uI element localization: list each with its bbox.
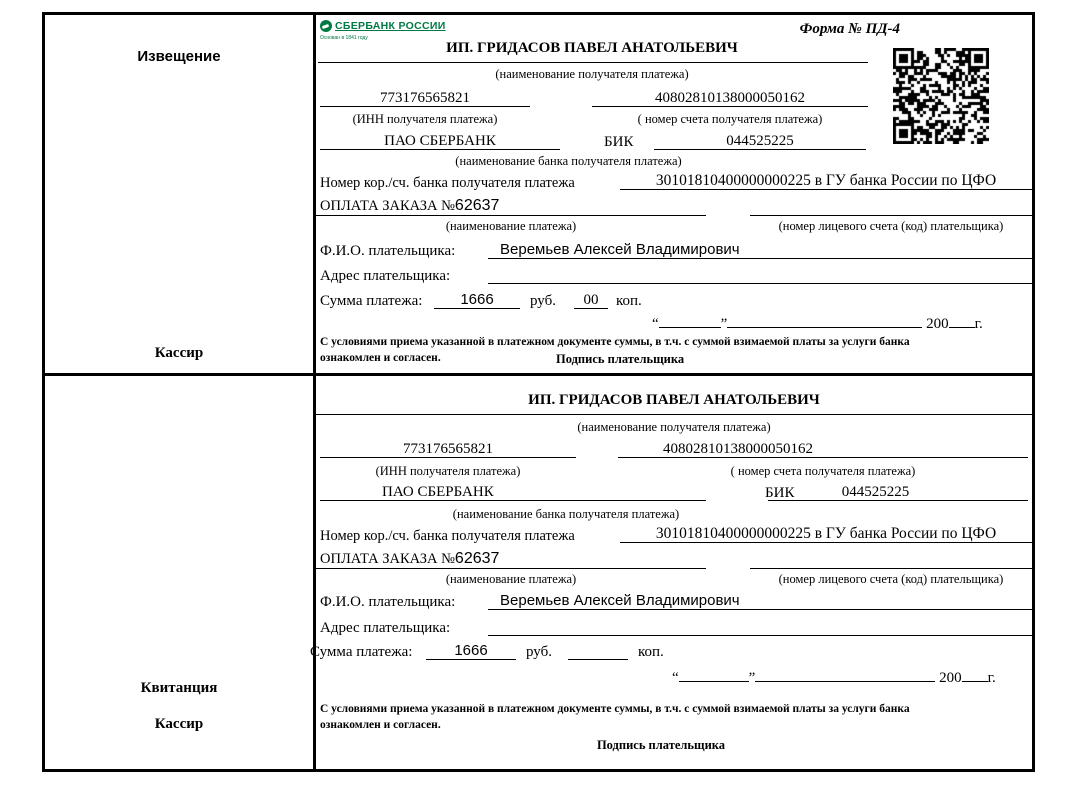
payment-name-label: (наименование платежа)	[445, 219, 577, 233]
date-line	[672, 668, 996, 687]
account-value: 40802810138000050162	[618, 440, 1028, 458]
payment-purpose-prefix: ОПЛАТА ЗАКАЗА №	[320, 198, 455, 214]
payer-address-label: Адрес плательщика:	[320, 620, 451, 636]
payee-name-label: (наименование получателя платежа)	[577, 420, 771, 434]
payment-name-line	[316, 568, 706, 569]
sberbank-logo-icon	[320, 20, 332, 32]
kop-label: коп.	[638, 644, 664, 660]
form-title: Форма № ПД-4	[799, 21, 900, 37]
terms-text-line2: ознакомлен и согласен.	[320, 719, 441, 731]
terms-text-line2: ознакомлен и согласен.	[320, 352, 441, 364]
order-number: 62637	[454, 197, 500, 214]
date-line	[652, 314, 983, 333]
year-prefix: 200	[926, 316, 949, 332]
account-label: ( номер счета получателя платежа)	[730, 464, 916, 478]
open-quote: “	[672, 670, 679, 686]
payee-name-label: (наименование получателя платежа)	[495, 67, 689, 81]
corr-account-value: 30101810400000000225 в ГУ банка России по ЦФО	[620, 172, 1032, 190]
receipt-coupon	[310, 376, 1032, 769]
sberbank-logo-tagline: Основан в 1841 году	[320, 35, 368, 41]
payer-fio-label: Ф.И.О. плательщика:	[320, 594, 456, 610]
payer-address-label: Адрес плательщика:	[320, 268, 451, 284]
corr-account-label: Номер кор./сч. банка получателя платежа	[320, 175, 575, 191]
terms-text-line1: С условиями приема указанной в платежном документе суммы, в т.ч. с суммой взимаемой платы за услуги банка	[320, 703, 910, 715]
date-month-blank	[727, 314, 922, 328]
inn-value: 773176565821	[320, 89, 530, 107]
amount-rub-value: 1666	[434, 291, 520, 309]
bik-value: 044525225	[654, 132, 866, 150]
close-quote: ”	[748, 670, 756, 686]
notice-stub	[45, 15, 313, 373]
signature-label: Подпись плательщика	[556, 352, 685, 366]
amount-label: Сумма платежа:	[310, 644, 413, 660]
cashier-label: Кассир	[154, 345, 204, 361]
payment-purpose	[320, 197, 499, 215]
personal-account-line	[750, 568, 1032, 569]
personal-account-label: (номер лицевого счета (код) плательщика)	[778, 572, 1004, 586]
payer-fio-value: Веремьев Алексей Владимирович	[488, 241, 1032, 259]
corr-account-label: Номер кор./сч. банка получателя платежа	[320, 528, 575, 544]
account-label: ( номер счета получателя платежа)	[637, 112, 823, 126]
corr-account-value: 30101810400000000225 в ГУ банка России по ЦФО	[620, 525, 1032, 543]
qr-code	[893, 48, 989, 144]
bik-value: 044525225	[768, 483, 1028, 501]
payment-form-pd4	[42, 12, 1035, 772]
cashier-label: Кассир	[154, 716, 204, 732]
amount-kop-value	[568, 642, 628, 660]
order-number: 62637	[454, 550, 500, 567]
payment-purpose-prefix: ОПЛАТА ЗАКАЗА №	[320, 551, 455, 567]
rub-label: руб.	[526, 644, 552, 660]
sberbank-logo-text: СБЕРБАНК РОССИИ	[335, 19, 446, 32]
payee-name: ИП. ГРИДАСОВ ПАВЕЛ АНАТОЛЬЕВИЧ	[446, 40, 738, 56]
amount-kop-value: 00	[574, 291, 608, 309]
payer-address-value	[488, 266, 1032, 284]
payment-purpose	[320, 550, 499, 568]
personal-account-label: (номер лицевого счета (код) плательщика)	[778, 219, 1004, 233]
payer-fio-value: Веремьев Алексей Владимирович	[488, 592, 1032, 610]
payee-name: ИП. ГРИДАСОВ ПАВЕЛ АНАТОЛЬЕВИЧ	[528, 392, 820, 408]
receipt-title: Квитанция	[140, 680, 218, 696]
payment-name-line	[316, 215, 706, 216]
receipt-stub	[45, 376, 313, 769]
inn-value: 773176565821	[320, 440, 576, 458]
bik-label: БИК	[604, 134, 634, 150]
payer-address-value	[488, 618, 1032, 636]
personal-account-line	[750, 215, 1032, 216]
notice-coupon	[316, 15, 1032, 373]
year-suffix: г.	[974, 316, 983, 332]
payer-fio-label: Ф.И.О. плательщика:	[320, 243, 456, 259]
date-year-blank	[962, 668, 988, 682]
inn-label: (ИНН получателя платежа)	[375, 464, 521, 478]
date-day-blank	[659, 314, 721, 328]
account-value: 40802810138000050162	[592, 89, 868, 107]
terms-text-line1: С условиями приема указанной в платежном документе суммы, в т.ч. с суммой взимаемой платы за услуги банка	[320, 336, 910, 348]
bank-name-label: (наименование банка получателя платежа)	[452, 507, 680, 521]
open-quote: “	[652, 316, 659, 332]
bank-name-value: ПАО СБЕРБАНК	[320, 483, 706, 501]
amount-rub-value: 1666	[426, 642, 516, 660]
notice-title: Извещение	[137, 48, 221, 65]
bik-label: БИК	[765, 485, 795, 501]
date-year-blank	[949, 314, 975, 328]
year-prefix: 200	[939, 670, 962, 686]
payee-name-line	[318, 62, 868, 63]
date-month-blank	[755, 668, 935, 682]
payment-name-label: (наименование платежа)	[445, 572, 577, 586]
bank-name-value: ПАО СБЕРБАНК	[320, 132, 560, 150]
rub-label: руб.	[530, 293, 556, 309]
bank-name-label: (наименование банка получателя платежа)	[455, 154, 682, 168]
close-quote: ”	[720, 316, 728, 332]
payee-name-line	[316, 414, 1032, 415]
inn-label: (ИНН получателя платежа)	[352, 112, 498, 126]
year-suffix: г.	[987, 670, 996, 686]
signature-label: Подпись плательщика	[596, 738, 726, 752]
date-day-blank	[679, 668, 749, 682]
amount-label: Сумма платежа:	[320, 293, 423, 309]
kop-label: коп.	[616, 293, 642, 309]
